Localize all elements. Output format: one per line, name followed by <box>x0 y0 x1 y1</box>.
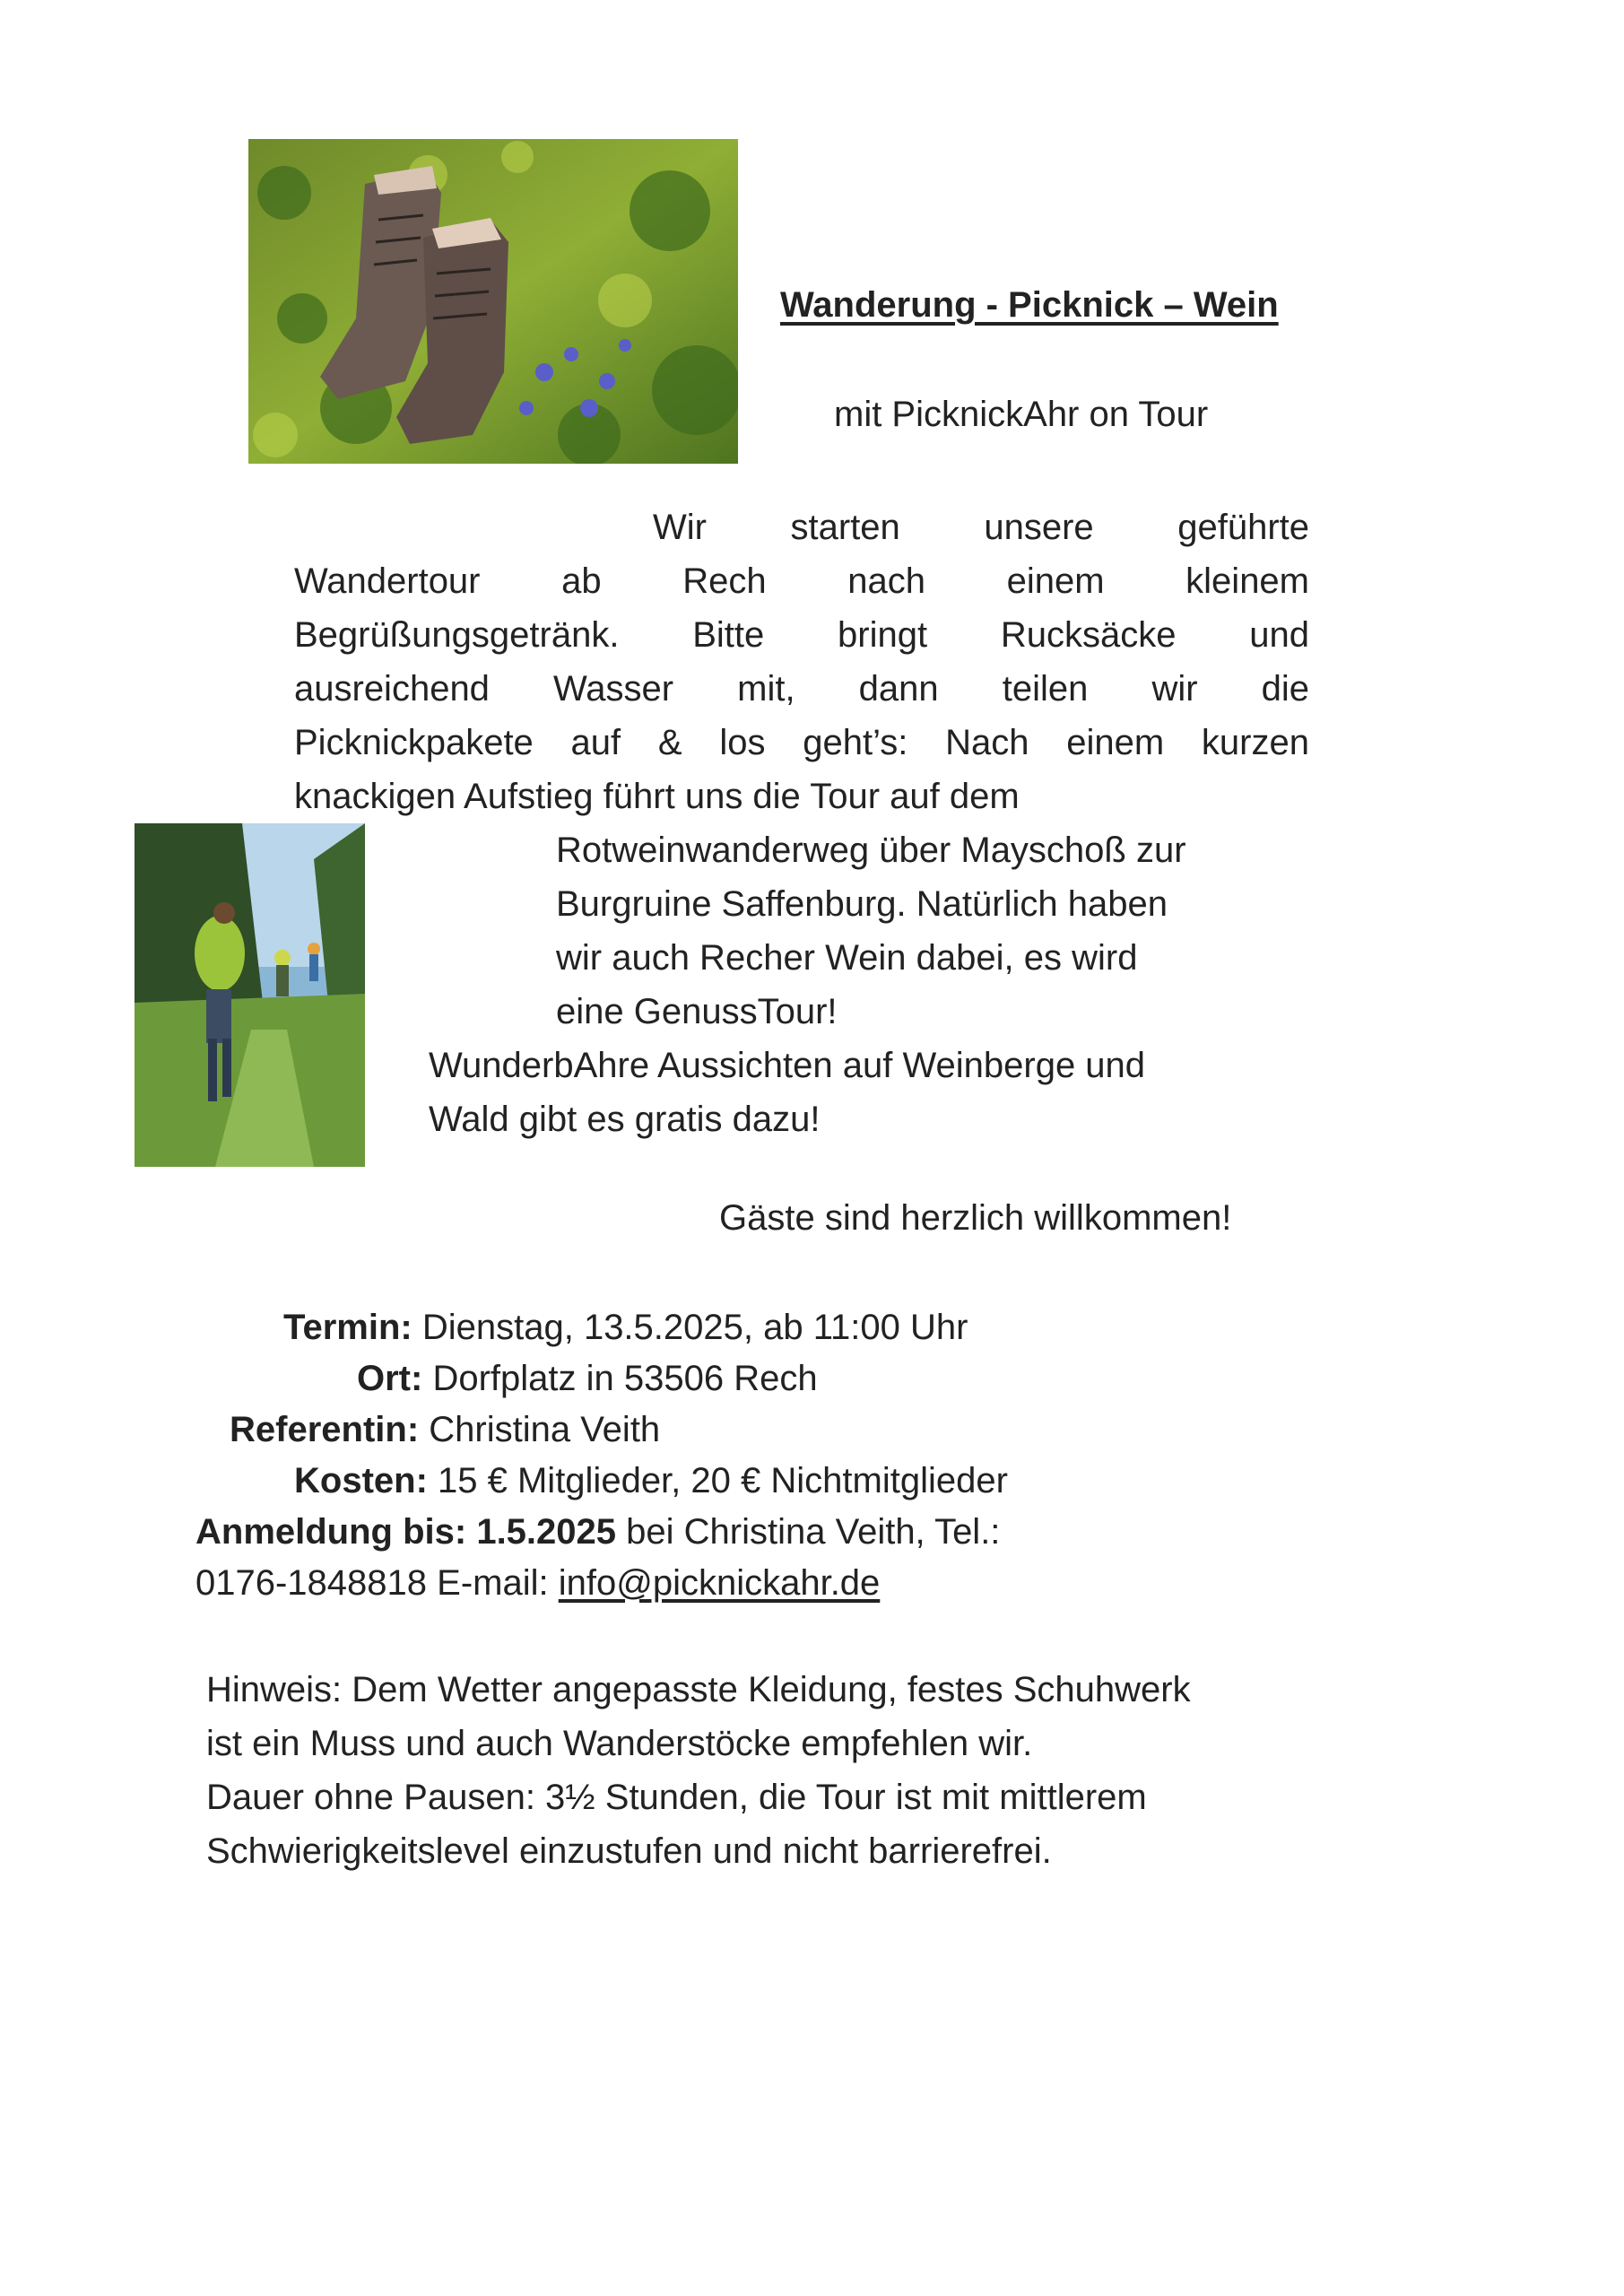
intro-line: Wald gibt es gratis dazu! <box>429 1100 821 1139</box>
welcome-text: Gäste sind herzlich willkommen! <box>719 1198 1232 1238</box>
intro-line: Burgruine Saffenburg. Natürlich haben <box>556 884 1168 924</box>
contact-row <box>195 1558 880 1609</box>
intro-line: wir auch Recher Wein dabei, es wird <box>556 938 1138 978</box>
kosten-value: 15 € Mitglieder, 20 € Nichtmitglieder <box>438 1461 1008 1500</box>
intro-line: Wir starten unsere geführte <box>653 508 1309 547</box>
ort-row <box>357 1353 818 1405</box>
hiking-boots-photo <box>248 139 738 464</box>
ort-value: Dorfplatz in 53506 Rech <box>432 1359 818 1398</box>
referentin-label: Referentin: <box>230 1410 420 1449</box>
intro-line: WunderbAhre Aussichten auf Weinberge und <box>429 1046 1146 1085</box>
intro-line: Rotweinwanderweg über Mayschoß zur <box>556 831 1186 870</box>
kosten-label: Kosten: <box>294 1461 428 1500</box>
ort-label: Ort: <box>357 1359 423 1398</box>
intro-line: eine GenussTour! <box>556 992 838 1031</box>
phone-text: 0176-1848818 E-mail: <box>195 1563 549 1603</box>
note-line: Dauer ohne Pausen: 3½ Stunden, die Tour ist mit mittlerem <box>206 1778 1147 1817</box>
intro-line: Begrüßungsgetränk. Bitte bringt Rucksäcke und <box>294 615 1309 655</box>
intro-line: ausreichend Wasser mit, dann teilen wir die <box>294 669 1309 709</box>
email-link[interactable]: info@picknickahr.de <box>558 1563 881 1603</box>
note-line: ist ein Muss und auch Wanderstöcke empfehlen wir. <box>206 1724 1033 1763</box>
referentin-row <box>230 1405 660 1456</box>
note-line: Hinweis: Dem Wetter angepasste Kleidung, festes Schuhwerk <box>206 1670 1191 1709</box>
anmeldung-value: bei Christina Veith, Tel.: <box>626 1512 1001 1552</box>
intro-line: knackigen Aufstieg führt uns die Tour auf dem <box>294 777 1020 816</box>
termin-value: Dienstag, 13.5.2025, ab 11:00 Uhr <box>421 1308 968 1347</box>
anmeldung-row <box>195 1507 1000 1558</box>
anmeldung-label: Anmeldung bis: 1.5.2025 <box>195 1512 617 1552</box>
termin-row <box>283 1302 968 1353</box>
page-title: Wanderung - Picknick – Wein <box>780 285 1279 325</box>
page-subtitle: mit PicknickAhr on Tour <box>834 395 1209 434</box>
note-line: Schwierigkeitslevel einzustufen und nicht barrierefrei. <box>206 1831 1052 1871</box>
intro-line: Picknickpakete auf & los geht’s: Nach einem kurzen <box>294 723 1309 762</box>
termin-label: Termin: <box>283 1308 413 1347</box>
intro-line: Wandertour ab Rech nach einem kleinem <box>294 561 1309 601</box>
kosten-row <box>294 1456 1008 1507</box>
referentin-value: Christina Veith <box>429 1410 661 1449</box>
hikers-photo <box>135 823 365 1167</box>
